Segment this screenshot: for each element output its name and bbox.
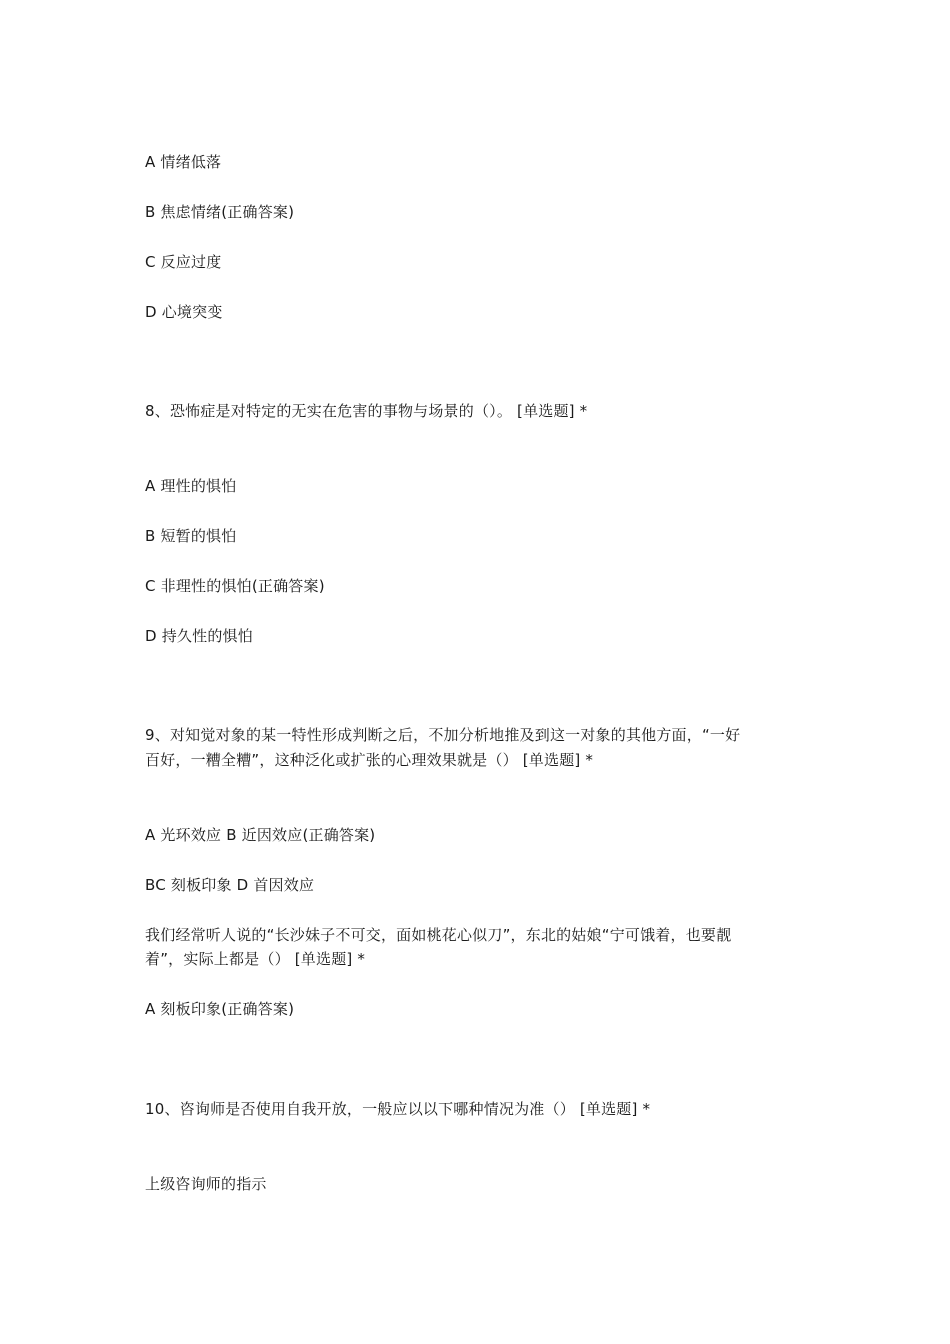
q7-option-b: B 焦虑情绪(正确答案) — [145, 203, 295, 221]
q8-question: 8、恐怖症是对特定的无实在危害的事物与场景的（）。 [单选题] * — [145, 402, 588, 420]
q7-option-a: A 情绪低落 — [145, 153, 222, 171]
q9-options-line-1: A 光环效应 B 近因效应(正确答案) — [145, 826, 376, 844]
q8-option-a: A 理性的惧怕 — [145, 477, 237, 495]
q8-option-d: D 持久性的惧怕 — [145, 627, 253, 645]
q8-option-c: C 非理性的惧怕(正确答案) — [145, 577, 325, 595]
q10-option-a: 上级咨询师的指示 — [145, 1175, 267, 1193]
extra-question-line-2: 着”，实际上都是（） [单选题] * — [145, 950, 366, 968]
q9-question-line-2: 百好，一糟全糟”，这种泛化或扩张的心理效果就是（） [单选题] * — [145, 751, 594, 769]
q10-question: 10、咨询师是否使用自我开放，一般应以以下哪种情况为准（） [单选题] * — [145, 1100, 651, 1118]
extra-question-line-1: 我们经常听人说的“长沙妹子不可交，面如桃花心似刀”，东北的姑娘“宁可饿着，也要靓 — [145, 926, 732, 944]
q8-option-b: B 短暂的惧怕 — [145, 527, 237, 545]
q7-option-c: C 反应过度 — [145, 253, 222, 271]
q7-option-d: D 心境突变 — [145, 303, 223, 321]
extra-option-a: A 刻板印象(正确答案) — [145, 1000, 295, 1018]
q9-question-line-1: 9、对知觉对象的某一特性形成判断之后，不加分析地推及到这一对象的其他方面，“一好 — [145, 726, 741, 744]
q9-options-line-2: BC 刻板印象 D 首因效应 — [145, 876, 315, 894]
